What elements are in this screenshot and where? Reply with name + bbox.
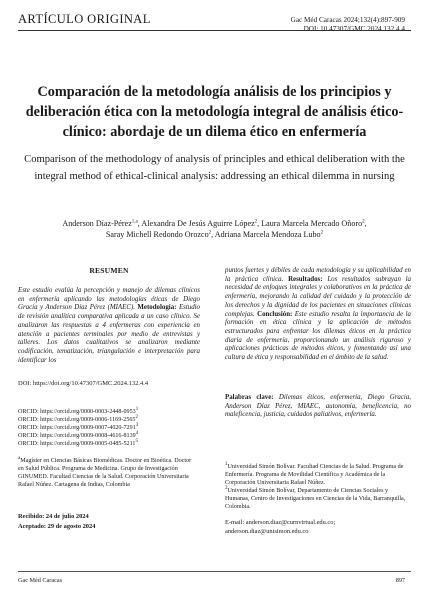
orcid-link[interactable]: ORCID: https://orcid.org/0009-0008-4616-8139$^4$ xyxy=(18,430,139,439)
author-superscript: 2 xyxy=(362,219,365,225)
orcid-link[interactable]: ORCID: https://orcid.org/0009-0005-0485-5211$^5$ xyxy=(18,438,138,447)
footer-rule xyxy=(18,571,411,572)
author-separator: , xyxy=(364,219,367,228)
affiliation-list xyxy=(225,463,411,511)
author-name: Adriana Marcela Mendoza Lubo xyxy=(214,230,321,239)
credentials-text: Magíster en Ciencias Básicas Biomédicas. Doctor en Bioética. Doctor en Salud Pública. Programa de Medicina. Grupo de Investigación GINUMED. Facultad Ciencias de la Salud. Corporación Universitaria Rafael Núñez. Cartagena de Indias, Colombia xyxy=(18,458,192,488)
abstract-heading: RESUMEN xyxy=(89,266,129,275)
abstract-continuation-text: puntos fuertes y débiles de cada metodología y su aplicabilidad en la práctica clínica. xyxy=(225,267,411,283)
abstract-objective-text: Este estudio evalúa la percepción y manejo de dilemas clínicos en enfermería aplicando las metodologías éticas de Diego Gracia y Anderson Díaz Pérez (MIAEC). xyxy=(18,287,200,312)
abstract-results-text: Los resultados subrayan la necesidad de enfoques integrales y colaborativos en la práctica de enfermería, mejorando la calidad del cuidado y la protección de los derechos y la dignidad de los pacientes en situaciones clínicas complejas. xyxy=(225,275,411,318)
abstract-method-label: Metodología: xyxy=(137,304,177,312)
author-line-1 xyxy=(14,218,415,229)
affiliation-item: $^1$Universidad Simón Bolívar. Facultad Ciencias de la Salud. Programa de Enfermería. Programa de Movilidad Científica y Académica de la Corporación Universitaria Rafael Núñez. xyxy=(225,461,404,486)
author-credentials xyxy=(18,457,196,489)
title-spanish: Comparación de la metodología análisis de los principios y deliberación ética con la metodología integral de análisis ético-clínico: abordaje de un dilema ético en enfermería xyxy=(25,84,404,140)
orcid-link[interactable]: ORCID: https://orcid.org/0009-0007-4020-7291$^3$ xyxy=(18,422,139,431)
doi-link[interactable]: DOI: https://doi.org/10.47307/GMC.2024.132.4.4 xyxy=(18,380,149,387)
contact-email[interactable]: E-mail: anderson.diaz@curnvirtual.edu.co; anderson.diaz@unisimon.edu.co xyxy=(225,519,336,535)
title-english: Comparison of the methodology of analysis of principles and ethical deliberation with the integral method of ethical-clinical analysis: addressing an ethical dilemma in nursing xyxy=(24,154,405,182)
header-rule xyxy=(18,30,411,31)
author-superscript: 2 xyxy=(320,230,324,236)
abstract-paragraph xyxy=(225,267,411,363)
affiliation-item: $^2$Universidad Simón Bolívar, Departamento de Ciencias Sociales y Humanas, Centro de Investigaciones en Ciencias de la Vida, Barranquilla, Colombia. xyxy=(225,485,406,510)
abstract-left-column xyxy=(18,287,200,365)
author-separator: , xyxy=(257,219,262,228)
abstract-right-column xyxy=(225,267,411,363)
author-superscript: 2 xyxy=(254,219,258,225)
credentials-superscript: a xyxy=(18,455,21,461)
abstract-paragraph xyxy=(18,287,200,365)
abstract-conclusion-text: Este estudio resalta la importancia de la formación en ética clínica y la aplicación de métodos estructurados para enfrentar los dilemas éticos en la práctica diaria de enfermería, proporcionando un análisis riguroso y aplicaciones prácticas de métodos éticos, y fomentando así una cultura de ética y responsabilidad en el ámbito de la salud. xyxy=(225,310,411,362)
abstract-method-text: Estudio de revisión analítica comparativa aplicada a un caso clínico. Se analizaron las respuestas a 4 enfermeras con experiencia en atención a pacientes terminales por medio de entrevistas y talleres. Los datos cualitativos se analizaron mediante codificación, tematización, triangulación e interpretación para identificar los xyxy=(18,304,200,364)
author-name: Laura Marcela Mercado Oñoro xyxy=(261,219,363,228)
author-superscript: 1,a xyxy=(131,219,138,225)
author-separator: , xyxy=(137,219,142,228)
keywords-label: Palabras clave: xyxy=(225,394,274,401)
accepted-date: Aceptado: 29 de agosto 2024 xyxy=(18,523,96,530)
keywords-text: Dilemas éticos, enfermería, Diego Gracia, Anderson Díaz Pérez, MIAEC, autonomía, beneficencia, no maleficencia, justicia, cuidados paliativos, enfermería. xyxy=(225,394,411,419)
keywords xyxy=(225,394,411,420)
journal-citation xyxy=(291,16,405,35)
orcid-link[interactable]: ORCID: https://orcid.org/0009-0006-1169-2565$^2$ xyxy=(18,414,138,423)
journal-volume-line: Gac Méd Caracas 2024;132(4):897-909 xyxy=(290,16,405,24)
author-name: Alexandra De Jesús Aguirre López xyxy=(141,219,255,228)
received-date: Recibido: 24 de julio 2024 xyxy=(18,513,89,520)
orcid-link[interactable]: ORCID: https://orcid.org/0000-0003-2448-0953$^1$ xyxy=(18,406,139,415)
page-number: 897 xyxy=(395,577,405,584)
article-dates xyxy=(18,512,95,532)
author-name: Saray Michell Redondo Orozco xyxy=(105,230,209,239)
footer-journal-name: Gac Méd Caracas xyxy=(18,577,62,584)
author-separator: , xyxy=(211,230,215,239)
abstract-results-label: Resultados: xyxy=(288,275,323,283)
abstract-conclusion-label: Conclusión: xyxy=(257,310,293,318)
section-label: ARTÍCULO ORIGINAL xyxy=(18,12,151,26)
author-name: Anderson Díaz-Pérez xyxy=(62,219,132,228)
author-list xyxy=(14,218,415,240)
orcid-list xyxy=(18,408,138,448)
author-superscript: 2 xyxy=(208,230,212,236)
author-line-2 xyxy=(14,229,415,240)
